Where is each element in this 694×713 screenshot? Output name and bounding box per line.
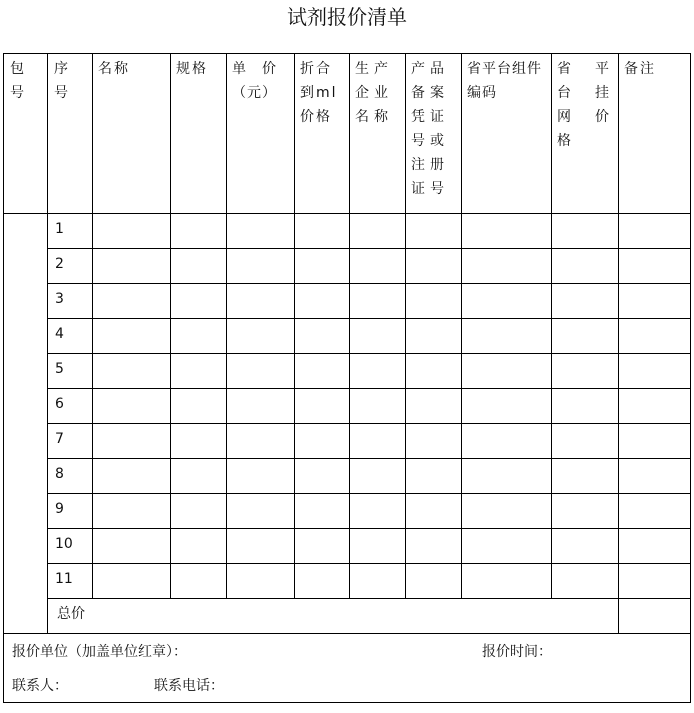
header-row [4, 54, 691, 214]
registration-cell[interactable] [406, 564, 462, 599]
per-ml-price-cell[interactable] [295, 494, 350, 529]
contact-label: 联系人： [12, 678, 68, 694]
header-unit-price: 单 价（元） [227, 54, 295, 214]
unit-price-cell[interactable] [227, 389, 295, 424]
platform-code-cell[interactable] [462, 284, 552, 319]
name-cell[interactable] [93, 319, 171, 354]
platform-code-cell[interactable] [462, 529, 552, 564]
seq-cell [48, 284, 93, 319]
table-row [4, 319, 691, 354]
platform-price-cell[interactable] [552, 249, 619, 284]
seq-cell [48, 494, 93, 529]
spec-cell[interactable] [171, 424, 227, 459]
remarks-cell[interactable] [619, 284, 691, 319]
seq-cell [48, 214, 93, 249]
total-row [4, 599, 691, 634]
manufacturer-cell[interactable] [350, 389, 406, 424]
unit-price-cell[interactable] [227, 284, 295, 319]
spec-cell[interactable] [171, 389, 227, 424]
spec-cell[interactable] [171, 249, 227, 284]
unit-price-cell[interactable] [227, 529, 295, 564]
spec-cell[interactable] [171, 319, 227, 354]
page-title: 试剂报价清单 [287, 5, 407, 29]
per-ml-price-cell[interactable] [295, 529, 350, 564]
remarks-cell[interactable] [619, 529, 691, 564]
unit-price-cell[interactable] [227, 319, 295, 354]
platform-code-cell[interactable] [462, 354, 552, 389]
manufacturer-cell[interactable] [350, 424, 406, 459]
spec-cell[interactable] [171, 529, 227, 564]
name-cell[interactable] [93, 284, 171, 319]
spec-cell[interactable] [171, 214, 227, 249]
platform-price-cell[interactable] [552, 319, 619, 354]
name-cell[interactable] [93, 389, 171, 424]
platform-price-cell[interactable] [552, 529, 619, 564]
per-ml-price-cell[interactable] [295, 214, 350, 249]
platform-price-cell[interactable] [552, 214, 619, 249]
spec-cell[interactable] [171, 354, 227, 389]
platform-code-cell[interactable] [462, 494, 552, 529]
table-row [4, 459, 691, 494]
name-cell[interactable] [93, 494, 171, 529]
remarks-cell[interactable] [619, 459, 691, 494]
platform-price-cell[interactable] [552, 459, 619, 494]
table-row [4, 284, 691, 319]
table-row [4, 249, 691, 284]
per-ml-price-cell[interactable] [295, 284, 350, 319]
per-ml-price-cell[interactable] [295, 424, 350, 459]
table-row [4, 564, 691, 599]
platform-code-cell[interactable] [462, 424, 552, 459]
manufacturer-cell[interactable] [350, 459, 406, 494]
seq-cell [48, 319, 93, 354]
platform-code-cell[interactable] [462, 459, 552, 494]
registration-cell[interactable] [406, 214, 462, 249]
header-per-ml-price: 折合到ml价格 [295, 54, 350, 214]
remarks-cell[interactable] [619, 494, 691, 529]
unit-price-cell[interactable] [227, 249, 295, 284]
name-cell[interactable] [93, 214, 171, 249]
name-cell[interactable] [93, 564, 171, 599]
header-name: 名称 [93, 54, 171, 214]
manufacturer-cell[interactable] [350, 249, 406, 284]
table-row [4, 424, 691, 459]
header-seq: 序号 [48, 54, 93, 214]
row-number: 8 [55, 466, 64, 482]
registration-cell[interactable] [406, 249, 462, 284]
row-number: 1 [55, 221, 64, 237]
row-number: 9 [55, 501, 64, 517]
header-remarks: 备注 [619, 54, 691, 214]
row-number: 10 [55, 536, 73, 552]
row-number: 4 [55, 326, 64, 342]
manufacturer-cell[interactable] [350, 564, 406, 599]
seq-cell [48, 529, 93, 564]
registration-cell[interactable] [406, 354, 462, 389]
spec-cell[interactable] [171, 284, 227, 319]
unit-price-cell[interactable] [227, 354, 295, 389]
seq-cell [48, 424, 93, 459]
manufacturer-cell[interactable] [350, 214, 406, 249]
platform-code-cell[interactable] [462, 319, 552, 354]
seq-cell [48, 354, 93, 389]
row-number: 6 [55, 396, 64, 412]
registration-cell[interactable] [406, 529, 462, 564]
remarks-cell[interactable] [619, 564, 691, 599]
header-platform-price: 省 平台 挂网 价格 [552, 54, 619, 214]
spec-cell[interactable] [171, 459, 227, 494]
name-cell[interactable] [93, 529, 171, 564]
platform-price-cell[interactable] [552, 494, 619, 529]
manufacturer-cell[interactable] [350, 354, 406, 389]
registration-cell[interactable] [406, 319, 462, 354]
table-row [4, 389, 691, 424]
registration-cell[interactable] [406, 389, 462, 424]
seq-cell [48, 459, 93, 494]
row-number: 3 [55, 291, 64, 307]
manufacturer-cell[interactable] [350, 494, 406, 529]
name-cell[interactable] [93, 354, 171, 389]
remarks-cell[interactable] [619, 424, 691, 459]
row-number: 5 [55, 361, 64, 377]
seq-cell [48, 389, 93, 424]
per-ml-price-cell[interactable] [295, 389, 350, 424]
phone-label: 联系电话： [154, 678, 224, 694]
name-cell[interactable] [93, 249, 171, 284]
header-platform-code: 省平台组件编码 [462, 54, 552, 214]
row-number: 2 [55, 256, 64, 272]
platform-price-cell[interactable] [552, 354, 619, 389]
footer-row-1 [4, 634, 691, 669]
total-label: 总价 [57, 606, 85, 622]
table-row [4, 494, 691, 529]
registration-cell[interactable] [406, 424, 462, 459]
platform-code-cell[interactable] [462, 564, 552, 599]
platform-price-cell[interactable] [552, 389, 619, 424]
per-ml-price-cell[interactable] [295, 319, 350, 354]
header-registration: 产品备案凭证号或注册证号 [406, 54, 462, 214]
row-number: 7 [55, 431, 64, 447]
per-ml-price-cell[interactable] [295, 354, 350, 389]
seq-cell [48, 249, 93, 284]
remarks-cell[interactable] [619, 319, 691, 354]
remarks-cell[interactable] [619, 354, 691, 389]
per-ml-price-cell[interactable] [295, 564, 350, 599]
platform-price-cell[interactable] [552, 564, 619, 599]
row-number: 11 [55, 571, 73, 587]
platform-code-cell[interactable] [462, 389, 552, 424]
header-manufacturer: 生产企业名称 [350, 54, 406, 214]
platform-code-cell[interactable] [462, 249, 552, 284]
package-cell[interactable] [4, 214, 48, 634]
remarks-cell[interactable] [619, 389, 691, 424]
quote-table [3, 53, 691, 703]
quote-time-label: 报价时间： [482, 644, 552, 660]
remarks-cell[interactable] [619, 249, 691, 284]
header-spec: 规格 [171, 54, 227, 214]
quote-unit-label: 报价单位（加盖单位红章）： [12, 644, 187, 660]
platform-code-cell[interactable] [462, 214, 552, 249]
per-ml-price-cell[interactable] [295, 249, 350, 284]
per-ml-price-cell[interactable] [295, 459, 350, 494]
table-row [4, 529, 691, 564]
unit-price-cell[interactable] [227, 459, 295, 494]
total-label-cell [48, 599, 619, 634]
unit-price-cell[interactable] [227, 564, 295, 599]
platform-price-cell[interactable] [552, 284, 619, 319]
name-cell[interactable] [93, 459, 171, 494]
platform-price-cell[interactable] [552, 424, 619, 459]
registration-cell[interactable] [406, 459, 462, 494]
manufacturer-cell[interactable] [350, 284, 406, 319]
spec-cell[interactable] [171, 494, 227, 529]
total-value-cell[interactable] [619, 599, 691, 634]
manufacturer-cell[interactable] [350, 529, 406, 564]
spec-cell[interactable] [171, 564, 227, 599]
manufacturer-cell[interactable] [350, 319, 406, 354]
seq-cell [48, 564, 93, 599]
table-row [4, 214, 691, 249]
unit-price-cell[interactable] [227, 214, 295, 249]
remarks-cell[interactable] [619, 214, 691, 249]
registration-cell[interactable] [406, 284, 462, 319]
name-cell[interactable] [93, 424, 171, 459]
footer-row-2 [4, 668, 691, 703]
header-package: 包号 [4, 54, 48, 214]
unit-price-cell[interactable] [227, 494, 295, 529]
unit-price-cell[interactable] [227, 424, 295, 459]
table-row [4, 354, 691, 389]
registration-cell[interactable] [406, 494, 462, 529]
